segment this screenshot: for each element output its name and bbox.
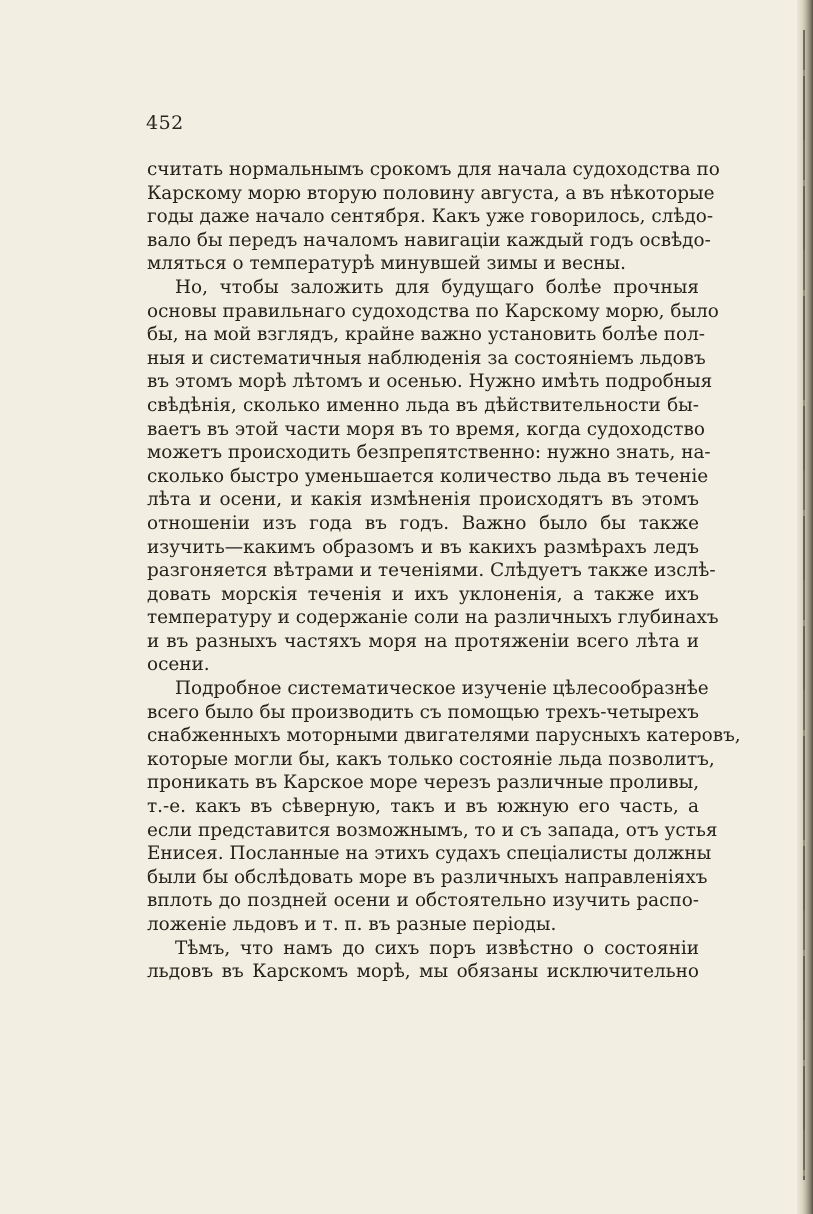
text-line: температуру и содержаніе соли на различныхъ глубинахъ — [147, 607, 719, 629]
text-line: бы, на мой взглядъ, крайне важно установить болѣе пол- — [147, 324, 705, 346]
text-line: считать нормальнымъ срокомъ для начала судоходства по — [147, 159, 720, 180]
text-line: если представится возможнымъ, то и съ запада, отъ устья — [147, 819, 718, 841]
text-line: свѣдѣнія, сколько именно льда въ дѣйствительности бы- — [147, 394, 699, 416]
text-line: изучить—какимъ образомъ и въ какихъ размѣрахъ ледъ — [147, 536, 699, 558]
text-line: проникать въ Карское море черезъ различные проливы, — [147, 772, 700, 794]
text-line: т.-е. какъ въ сѣверную, такъ и въ южную его часть, а — [147, 796, 699, 818]
text-line: мляться о температурѣ минувшей зимы и весны. — [147, 253, 626, 275]
text-line: довать морскія теченія и ихъ уклоненія, а также ихъ — [147, 583, 699, 605]
text-line: основы правильнаго судоходства по Карскому морю, было — [147, 300, 719, 322]
text-line: которые могли бы, какъ только состояніе льда позволитъ, — [147, 748, 715, 770]
text-line: Енисея. Посланные на этихъ судахъ спеціалисты должны — [147, 843, 712, 865]
text-line: ложеніе льдовъ и т. п. въ разные періоды. — [147, 914, 557, 935]
text-line: были бы обслѣдовать море въ различныхъ направленіяхъ — [147, 866, 708, 888]
text-line: можетъ происходить безпрепятственно: нужно знать, на- — [147, 442, 711, 464]
text-line: льдовъ въ Карскомъ морѣ, мы обязаны исключительно — [147, 961, 699, 983]
body-text — [147, 158, 741, 984]
text-line: Карскому морю вторую половину августа, а въ нѣкоторые — [147, 182, 715, 204]
text-line: лѣта и осени, и какія измѣненія происходятъ въ этомъ — [147, 489, 699, 511]
text-line: ваетъ въ этой части моря въ то время, когда судоходство — [147, 418, 705, 440]
text-line: всего было бы производить съ помощью трехъ-четырехъ — [147, 701, 699, 723]
text-line: снабженныхъ моторными двигателями парусныхъ катеровъ, — [147, 725, 741, 747]
paragraph-start-line: Подробное систематическое изученіе цѣлесообразнѣе — [175, 678, 709, 700]
paragraph-start-line: Тѣмъ, что намъ до сихъ поръ извѣстно о состояніи — [175, 937, 699, 959]
page-edge-shadow — [797, 0, 813, 1214]
text-line: отношеніи изъ года въ годъ. Важно было бы также — [147, 512, 699, 534]
text-line: ныя и систематичныя наблюденія за состояніемъ льдовъ — [147, 347, 706, 369]
text-line: и въ разныхъ частяхъ моря на протяженіи всего лѣта и — [147, 630, 699, 652]
paragraph-start-line: Но, чтобы заложить для будущаго болѣе прочныя — [175, 276, 699, 298]
text-line: вало бы передъ началомъ навигаціи каждый годъ освѣдо- — [147, 229, 711, 251]
text-line: сколько быстро уменьшается количество льда въ теченіе — [147, 465, 709, 487]
page-number: 452 — [146, 112, 184, 134]
text-line: разгоняется вѣтрами и теченіями. Слѣдуетъ также изслѣ- — [147, 560, 716, 582]
text-line: осени. — [147, 654, 210, 676]
text-line: вплоть до поздней осени и обстоятельно изучить распо- — [147, 890, 699, 912]
book-spine-edge — [803, 30, 805, 1180]
text-line: годы даже начало сентября. Какъ уже говорилось, слѣдо- — [147, 206, 714, 228]
text-line: въ этомъ морѣ лѣтомъ и осенью. Нужно имѣть подробныя — [147, 371, 713, 393]
